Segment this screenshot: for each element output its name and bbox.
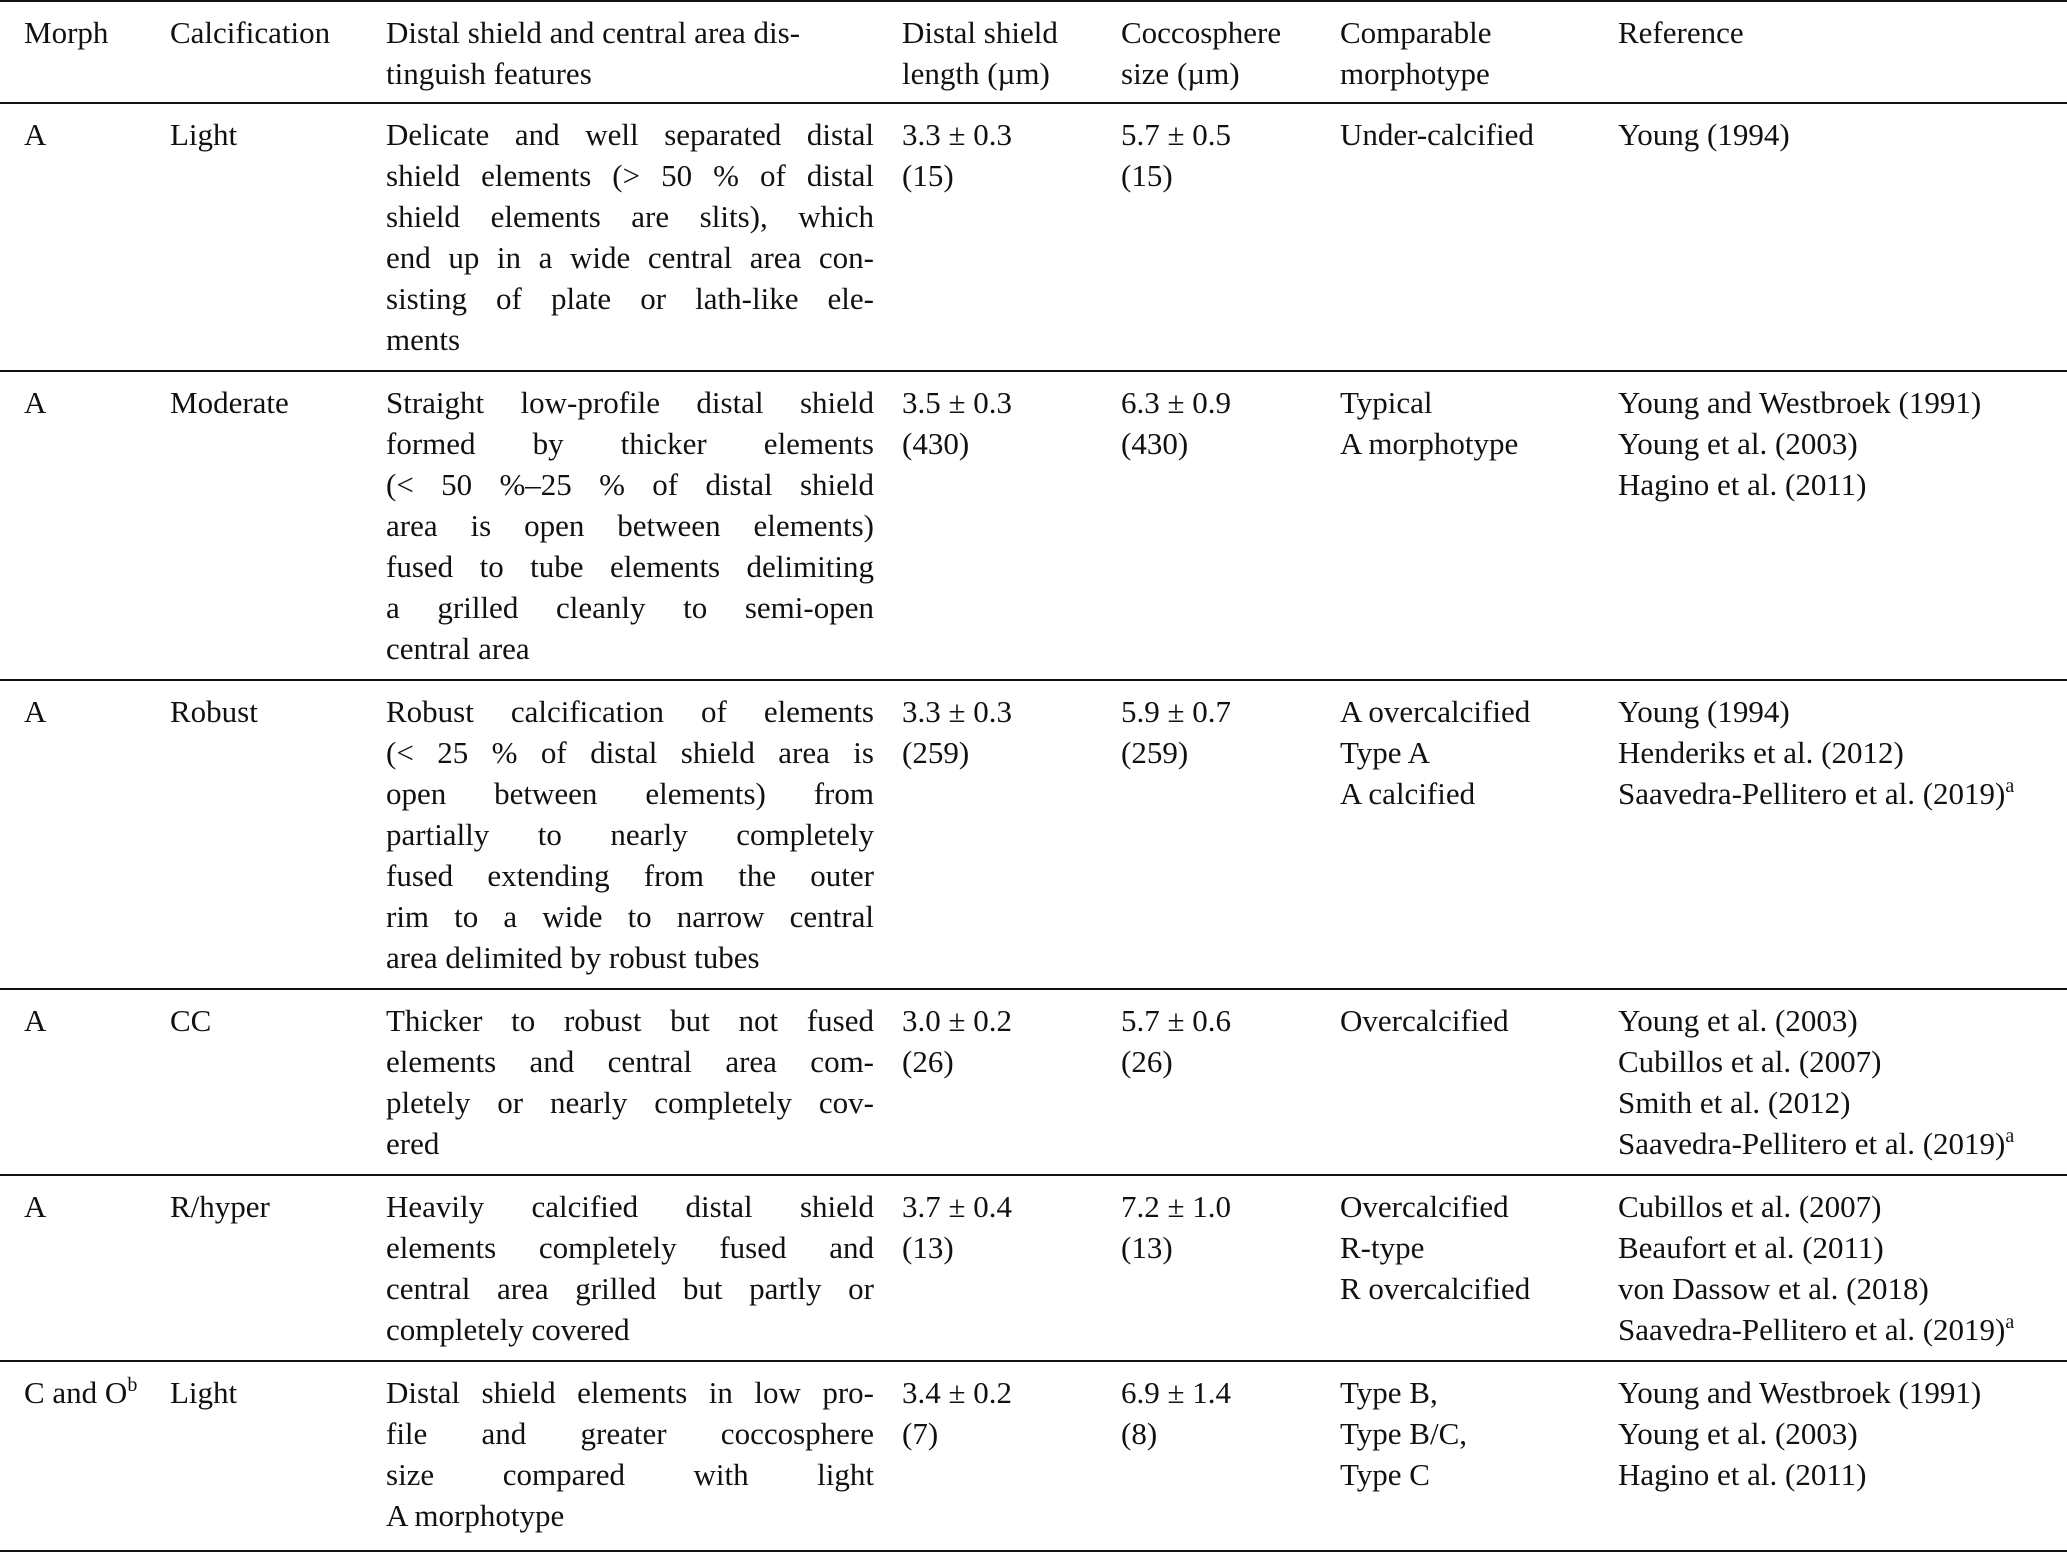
cell-reference [1618,103,2067,371]
morph-label: A [24,117,47,152]
reference-line [1618,1454,2067,1495]
features-line: completely covered [386,1312,630,1347]
distal-value: 3.5 ± 0.3 [902,385,1013,420]
table-row [0,1175,2067,1361]
reference-line [1618,732,2067,773]
comparable-line: Type C [1340,1457,1430,1492]
coccosphere-value: 6.3 ± 0.9 [1121,385,1232,420]
comparable-line: Typical [1340,385,1433,420]
cell-comparable-morphotype [1340,1175,1618,1361]
cell-morph [0,1361,170,1551]
reference-line [1618,1123,2067,1164]
features-line: Delicate and well separated distal [386,117,874,152]
comparable-line: Under-calcified [1340,117,1534,152]
reference-line [1618,464,2067,505]
reference-line [1618,1186,2067,1227]
cell-coccosphere-size [1121,103,1340,371]
reference-text: Saavedra-Pellitero et al. (2019) [1618,1126,2006,1161]
cell-coccosphere-size [1121,1361,1340,1551]
distal-value: 3.7 ± 0.4 [902,1189,1013,1224]
comparable-line: Type B/C, [1340,1416,1467,1451]
reference-line [1618,1372,2067,1413]
reference-text: Young and Westbroek (1991) [1618,1375,1982,1410]
features-line: end up in a wide central area con- [386,240,874,275]
features-line: formed by thicker elements [386,426,874,461]
features-line: area delimited by robust tubes [386,940,760,975]
reference-text: von Dassow et al. (2018) [1618,1271,1929,1306]
cell-features [386,989,902,1175]
features-line: Thicker to robust but not fused [386,1003,874,1038]
distal-count: (430) [902,426,970,461]
cell-reference [1618,989,2067,1175]
cell-comparable-morphotype [1340,680,1618,989]
coccosphere-count: (259) [1121,735,1189,770]
features-line: ments [386,322,461,357]
morph-label: A [24,1003,47,1038]
comparable-line: A calcified [1340,776,1476,811]
cell-features [386,103,902,371]
reference-line [1618,1413,2067,1454]
features-line: sisting of plate or lath-like ele- [386,281,874,316]
morph-label: A [24,1189,47,1224]
features-line: shield elements are slits), which [386,199,874,234]
cell-calcification [170,989,386,1175]
features-line: (< 50 %–25 % of distal shield [386,467,874,502]
coccosphere-value: 5.7 ± 0.5 [1121,117,1232,152]
features-line: open between elements) from [386,776,874,811]
features-line: size compared with light [386,1457,874,1492]
comparable-line: Type B, [1340,1375,1438,1410]
features-line: Straight low-profile distal shield [386,385,874,420]
cell-reference [1618,1361,2067,1551]
cell-morph [0,1175,170,1361]
cell-reference [1618,371,2067,680]
comparable-line: Overcalcified [1340,1189,1509,1224]
distal-count: (13) [902,1230,954,1265]
cell-comparable-morphotype [1340,1361,1618,1551]
coccosphere-value: 5.7 ± 0.6 [1121,1003,1232,1038]
header-row [0,1,2067,103]
reference-line [1618,1268,2067,1309]
reference-text: Cubillos et al. (2007) [1618,1044,1882,1079]
distal-value: 3.3 ± 0.3 [902,694,1013,729]
cell-calcification [170,1175,386,1361]
features-line: Robust calcification of elements [386,694,874,729]
header-comparable-morphotype: Comparable morphotype [1340,1,1618,103]
table-row [0,989,2067,1175]
cell-morph [0,680,170,989]
reference-text: Young (1994) [1618,117,1790,152]
coccosphere-count: (13) [1121,1230,1173,1265]
cell-reference [1618,680,2067,989]
reference-text: Young et al. (2003) [1618,1416,1858,1451]
cell-features [386,1361,902,1551]
cell-features [386,1175,902,1361]
distal-value: 3.3 ± 0.3 [902,117,1013,152]
cell-calcification [170,680,386,989]
reference-line [1618,382,2067,423]
reference-line [1618,1227,2067,1268]
header-features [386,1,902,103]
coccosphere-value: 6.9 ± 1.4 [1121,1375,1232,1410]
features-line: central area grilled but partly or [386,1271,874,1306]
table-row [0,1361,2067,1551]
calcification-label: CC [170,1003,212,1038]
morph-label: A [24,694,47,729]
features-line: shield elements (> 50 % of distal [386,158,874,193]
comparable-line: A morphotype [1340,426,1519,461]
coccosphere-count: (8) [1121,1416,1158,1451]
cell-distal-shield-length [902,989,1121,1175]
features-line: Distal shield elements in low pro- [386,1375,874,1410]
distal-value: 3.4 ± 0.2 [902,1375,1013,1410]
features-line: elements completely fused and [386,1230,874,1265]
calcification-label: Light [170,1375,238,1410]
cell-distal-shield-length [902,1361,1121,1551]
features-line: file and greater coccosphere [386,1416,874,1451]
table-body [0,103,2067,1551]
reference-text: Cubillos et al. (2007) [1618,1189,1882,1224]
cell-features [386,680,902,989]
cell-coccosphere-size [1121,680,1340,989]
features-line: ered [386,1126,440,1161]
features-line: area is open between elements) [386,508,874,543]
cell-comparable-morphotype [1340,989,1618,1175]
table-row [0,103,2067,371]
reference-line [1618,1309,2067,1350]
morph-label: A [24,385,47,420]
reference-text: Smith et al. (2012) [1618,1085,1851,1120]
reference-text: Hagino et al. (2011) [1618,1457,1867,1492]
table-header [0,1,2067,103]
cell-morph [0,989,170,1175]
coccosphere-value: 5.9 ± 0.7 [1121,694,1232,729]
header-coccosphere-size: Coccosphere size (µm) [1121,1,1340,103]
features-line: partially to nearly completely [386,817,874,852]
coccosphere-value: 7.2 ± 1.0 [1121,1189,1232,1224]
header-reference: Reference [1618,1,2067,103]
coccosphere-count: (26) [1121,1044,1173,1079]
comparable-line: R overcalcified [1340,1271,1531,1306]
reference-line [1618,1041,2067,1082]
cell-coccosphere-size [1121,1175,1340,1361]
cell-distal-shield-length [902,103,1121,371]
reference-text: Saavedra-Pellitero et al. (2019) [1618,776,2006,811]
cell-coccosphere-size [1121,989,1340,1175]
header-distal-shield-length: Distal shield length (µm) [902,1,1121,103]
cell-distal-shield-length [902,680,1121,989]
calcification-label: Moderate [170,385,289,420]
reference-text: Young (1994) [1618,694,1790,729]
reference-text: Young and Westbroek (1991) [1618,385,1982,420]
cell-calcification [170,371,386,680]
features-line: Heavily calcified distal shield [386,1189,874,1224]
distal-count: (259) [902,735,970,770]
cell-calcification [170,1361,386,1551]
calcification-label: Robust [170,694,258,729]
distal-count: (7) [902,1416,939,1451]
cell-morph [0,371,170,680]
footnote-marker: a [2005,1125,2015,1147]
features-line: central area [386,631,530,666]
coccosphere-count: (430) [1121,426,1189,461]
cell-comparable-morphotype [1340,103,1618,371]
cell-distal-shield-length [902,1175,1121,1361]
reference-text: Henderiks et al. (2012) [1618,735,1904,770]
table-row [0,371,2067,680]
features-line: A morphotype [386,1498,565,1533]
footnote-marker: a [2005,775,2015,797]
reference-line [1618,773,2067,814]
reference-text: Young et al. (2003) [1618,426,1858,461]
cell-distal-shield-length [902,371,1121,680]
coccosphere-count: (15) [1121,158,1173,193]
features-line: rim to a wide to narrow central [386,899,874,934]
reference-line [1618,691,2067,732]
reference-line [1618,1082,2067,1123]
cell-coccosphere-size [1121,371,1340,680]
header-features-line: tinguish features [386,56,592,91]
cell-calcification [170,103,386,371]
reference-line [1618,1000,2067,1041]
morph-label: C and O [24,1375,128,1410]
features-line: fused to tube elements delimiting [386,549,874,584]
header-morph: Morph [0,1,170,103]
reference-line [1618,423,2067,464]
cell-comparable-morphotype [1340,371,1618,680]
reference-text: Hagino et al. (2011) [1618,467,1867,502]
features-line: elements and central area com- [386,1044,874,1079]
comparable-line: A overcalcified [1340,694,1531,729]
reference-line [1618,114,2067,155]
reference-text: Beaufort et al. (2011) [1618,1230,1884,1265]
features-line: pletely or nearly completely cov- [386,1085,874,1120]
comparable-line: R-type [1340,1230,1425,1265]
distal-count: (15) [902,158,954,193]
reference-text: Young et al. (2003) [1618,1003,1858,1038]
footnote-marker: a [2005,1311,2015,1333]
features-line: a grilled cleanly to semi-open [386,590,874,625]
header-features-line: Distal shield and central area dis- [386,15,801,50]
comparable-line: Type A [1340,735,1430,770]
cell-morph [0,103,170,371]
calcification-label: Light [170,117,238,152]
distal-count: (26) [902,1044,954,1079]
table-row [0,680,2067,989]
cell-features [386,371,902,680]
distal-value: 3.0 ± 0.2 [902,1003,1013,1038]
footnote-marker: b [127,1374,138,1396]
header-calcification: Calcification [170,1,386,103]
comparable-line: Overcalcified [1340,1003,1509,1038]
calcification-label: R/hyper [170,1189,270,1224]
cell-reference [1618,1175,2067,1361]
reference-text: Saavedra-Pellitero et al. (2019) [1618,1312,2006,1347]
features-line: fused extending from the outer [386,858,874,893]
features-line: (< 25 % of distal shield area is [386,735,874,770]
